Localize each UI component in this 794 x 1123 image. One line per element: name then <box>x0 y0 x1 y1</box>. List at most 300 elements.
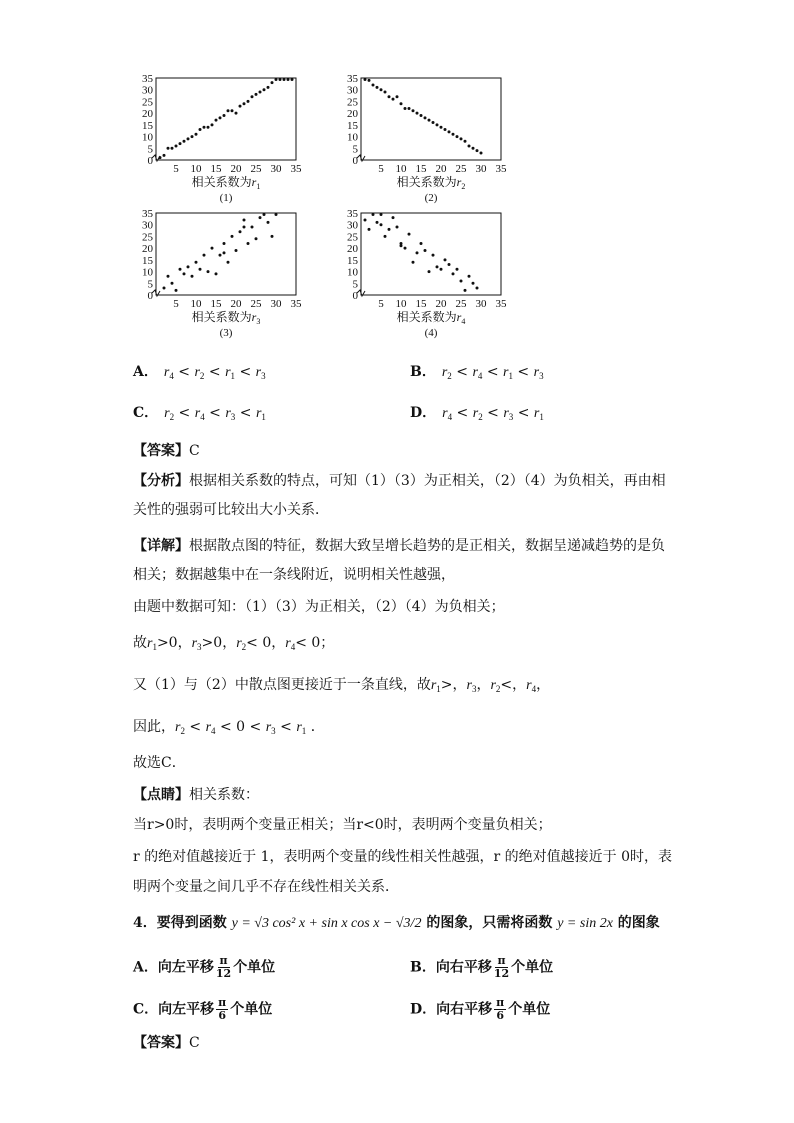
math-sub: 3 <box>539 371 544 381</box>
data-point <box>251 95 254 98</box>
q4-option-b: B．向右平移 $\frac{\pi}{12}$ 个单位 <box>410 954 554 980</box>
math-item <box>147 635 178 651</box>
data-point <box>392 98 395 101</box>
data-point <box>464 289 467 292</box>
data-point <box>263 88 266 91</box>
data-point <box>207 270 210 273</box>
analysis-line-1: 根据相关系数的特点，可知（1）（3）为正相关，（2）（4）为负相关，再由相 <box>189 473 666 489</box>
data-point <box>368 79 371 82</box>
plot-number: (2) <box>424 192 438 204</box>
data-point <box>255 237 258 240</box>
data-point <box>175 289 178 292</box>
q3-hence-line: 因此，$r_2 < r_4 < 0 < r_3 < r_1$ ． <box>133 719 325 736</box>
data-point <box>267 221 270 224</box>
q4-number: 4． <box>133 915 157 931</box>
math-op: < <box>173 364 195 380</box>
math-op: >0 <box>201 635 223 651</box>
y-tick-label: 0 <box>352 290 358 302</box>
q3-also-line: 又（1）与（2）中散点图更接近于一条直线，故$r_1>$，$r_3$，$r_2<$，$r_4$， <box>133 677 551 694</box>
x-tick-label: 20 <box>230 163 242 175</box>
q3-option-d-math <box>442 405 544 421</box>
scatter-plot-4 <box>335 205 515 345</box>
data-point <box>187 137 190 140</box>
data-point <box>408 107 411 110</box>
q4-stem: 4．要得到函数 y = √3 cos² x + sin x cos x − √3/2 的图象，只需将函数 y = sin 2x 的图象 <box>133 915 660 931</box>
answer-tag: 【答案】 <box>133 1035 189 1051</box>
fraction: $\frac{\pi}{12}$ <box>215 954 232 980</box>
x-tick-label: 35 <box>495 163 507 175</box>
x-tick-label: 15 <box>415 163 427 175</box>
y-tick-label: 10 <box>347 131 358 144</box>
x-tick-label: 15 <box>210 163 222 175</box>
data-point <box>480 151 483 154</box>
data-point <box>464 140 467 143</box>
data-point <box>380 223 383 226</box>
math-op: < <box>275 719 297 735</box>
q4-option-a: A．向左平移 $\frac{\pi}{12}$ 个单位 <box>133 954 276 980</box>
q3-option-d: D． $r_4 < r_2 < r_3 < r_1$ <box>410 405 544 422</box>
math-sub: 4 <box>290 642 296 652</box>
x-tick-label: 35 <box>290 163 302 175</box>
data-point <box>203 254 206 257</box>
data-point <box>191 135 194 138</box>
math-op: < <box>452 405 473 421</box>
math-var: r <box>472 406 479 421</box>
data-point <box>219 116 222 119</box>
math-op: < <box>482 405 504 421</box>
separator: ， <box>177 635 192 651</box>
data-point <box>372 213 375 216</box>
math-sub: 4 <box>169 371 174 381</box>
math-sub: 1 <box>508 371 513 381</box>
data-point <box>468 144 471 147</box>
math-item <box>236 635 271 651</box>
detail-line-1: 根据散点图的特征，数据大致呈增长趋势的是正相关，数据呈递减趋势的是负 <box>189 538 665 554</box>
x-axis-label-sub: 3 <box>256 317 261 326</box>
data-point <box>239 230 242 233</box>
data-point <box>291 78 294 81</box>
fraction: $\frac{\pi}{12}$ <box>493 954 510 980</box>
data-point <box>239 105 242 108</box>
math-item <box>192 635 223 651</box>
q4-option-c: C．向左平移 $\frac{\pi}{6}$ 个单位 <box>133 996 273 1022</box>
data-point <box>227 261 230 264</box>
math-op: ． <box>306 719 325 735</box>
x-tick-label: 15 <box>210 298 222 310</box>
data-point <box>199 128 202 131</box>
x-axis-label-prefix: 相关系数为 <box>191 175 252 189</box>
data-point <box>384 235 387 238</box>
x-axis-label <box>397 309 466 326</box>
y-tick-label: 35 <box>142 208 153 220</box>
data-point <box>460 137 463 140</box>
data-point <box>231 235 234 238</box>
fraction: $\frac{\pi}{6}$ <box>218 996 227 1022</box>
q3-so-line: 故$r_1>0$，$r_3>0$，$r_2< 0$，$r_4< 0$； <box>133 635 335 652</box>
math-op: < <box>204 405 226 421</box>
separator: ， <box>512 677 527 693</box>
data-point <box>452 133 455 136</box>
math-op: < <box>204 364 226 380</box>
y-tick-label: 25 <box>142 231 153 244</box>
data-point <box>211 247 214 250</box>
math-sub: 3 <box>230 412 236 422</box>
data-point <box>380 213 383 216</box>
scatter-plot-2-svg <box>335 70 515 210</box>
math-var: r <box>285 636 291 651</box>
math-var: r <box>466 678 472 693</box>
q3-option-a: A． $r_4 < r_2 < r_1 < r_3$ <box>133 364 266 381</box>
y-tick-label: 5 <box>147 143 153 156</box>
data-point <box>468 275 471 278</box>
separator: ， <box>271 635 286 651</box>
data-point <box>456 268 459 271</box>
math-var: r <box>236 636 242 651</box>
data-point <box>416 251 419 254</box>
math-var: r <box>225 365 231 380</box>
data-point <box>364 78 367 81</box>
data-point <box>400 244 403 247</box>
x-axis-label-sub: 1 <box>256 182 261 191</box>
separator: ， <box>476 677 491 693</box>
data-point <box>167 275 170 278</box>
plot-frame <box>156 213 296 295</box>
scatter-plot-1 <box>130 70 310 210</box>
x-axis-label-var: r <box>456 175 462 189</box>
math-item <box>467 677 477 693</box>
math-var: r <box>194 365 200 380</box>
math-op: < <box>513 405 534 421</box>
data-point <box>287 78 290 81</box>
x-tick-label: 20 <box>435 163 447 175</box>
data-point <box>400 102 403 105</box>
math-op: >0 <box>156 635 178 651</box>
q3-choose: 故选C． <box>133 755 186 771</box>
math-var: r <box>472 365 478 380</box>
data-point <box>175 144 178 147</box>
data-point <box>179 142 182 145</box>
hence-math <box>175 719 325 735</box>
math-sub: 2 <box>169 412 175 422</box>
data-point <box>440 268 443 271</box>
q3-option-b: B． $r_2 < r_4 < r_1 < r_3$ <box>410 364 544 381</box>
y-tick-label: 35 <box>142 73 153 85</box>
math-sub: 4 <box>200 412 205 422</box>
data-point <box>364 219 367 222</box>
x-axis-label-sub: 4 <box>461 317 466 326</box>
y-tick-label: 10 <box>142 131 153 144</box>
data-point <box>388 228 391 231</box>
math-op: < 0 <box>246 635 272 651</box>
math-var: r <box>430 678 437 693</box>
q3-answer <box>133 441 200 461</box>
x-axis-label-sub: 2 <box>461 182 466 191</box>
data-point <box>412 109 415 112</box>
data-point <box>195 133 198 136</box>
math-op: < <box>512 364 534 380</box>
scatter-plot-4-svg <box>335 205 515 345</box>
math-var: r <box>442 406 448 421</box>
y-tick-label: 30 <box>347 219 358 232</box>
math-sub: 2 <box>478 412 483 422</box>
y-tick-label: 15 <box>347 119 358 132</box>
x-tick-label: 10 <box>190 163 202 175</box>
data-point <box>159 156 162 159</box>
x-axis-label <box>192 309 261 326</box>
comment-tag: 【点睛】 <box>133 787 189 803</box>
y-tick-label: 10 <box>347 266 358 279</box>
math-var: r <box>255 365 262 380</box>
data-point <box>444 128 447 131</box>
y-tick-label: 25 <box>347 231 358 244</box>
plot-number: (1) <box>219 192 233 204</box>
comment-line-1: 当r>0时，表明两个变量正相关；当r<0时，表明两个变量负相关； <box>133 817 552 833</box>
q3-option-b-math <box>442 364 544 380</box>
y-tick-label: 30 <box>142 84 153 97</box>
y-tick-label: 25 <box>347 96 358 109</box>
data-point <box>376 221 379 224</box>
data-point <box>372 84 375 87</box>
data-point <box>211 123 214 126</box>
q3-detail-line-3: 由题中数据可知：（1）（3）为正相关，（2）（4）为负相关； <box>133 599 505 615</box>
math-op: < <box>235 364 256 380</box>
math-sub: 1 <box>230 371 236 381</box>
y-tick-label: 20 <box>347 243 358 256</box>
x-tick-label: 10 <box>190 298 202 310</box>
data-point <box>380 88 383 91</box>
x-tick-label: 15 <box>415 298 427 310</box>
math-sub: 3 <box>271 726 276 736</box>
y-tick-label: 10 <box>142 266 153 279</box>
math-op: < <box>184 719 206 735</box>
data-point <box>215 272 218 275</box>
math-sub: 1 <box>436 684 441 694</box>
comment-line-2: r 的绝对值越接近于 1，表明两个变量的线性相关性越强，r 的绝对值越接近于 0时，表 <box>133 849 672 865</box>
x-axis-label-prefix: 相关系数为 <box>396 310 457 324</box>
data-point <box>388 95 391 98</box>
x-tick-label: 5 <box>378 298 384 310</box>
q3-comment <box>133 785 259 805</box>
data-point <box>183 140 186 143</box>
data-point <box>420 114 423 117</box>
data-point <box>207 126 210 129</box>
separator: ， <box>222 635 237 651</box>
math-op: < <box>235 405 256 421</box>
x-axis-label-prefix: 相关系数为 <box>396 175 457 189</box>
x-tick-label: 30 <box>270 163 282 175</box>
q3-option-a-math <box>164 364 266 380</box>
data-point <box>223 242 226 245</box>
math-var: r <box>175 720 181 735</box>
math-sub: 3 <box>508 412 514 422</box>
y-tick-label: 0 <box>147 155 153 167</box>
math-sub: 3 <box>471 684 477 694</box>
data-point <box>279 78 282 81</box>
math-var: r <box>526 678 532 693</box>
q3-analysis-line-2: 关性的强弱可比较出大小关系． <box>133 502 329 518</box>
y-tick-label: 0 <box>352 155 358 167</box>
x-tick-label: 5 <box>173 298 179 310</box>
math-sub: 2 <box>180 726 185 736</box>
separator: ； <box>320 635 335 651</box>
plot-number: (4) <box>424 327 438 339</box>
math-var: r <box>225 406 231 421</box>
y-tick-label: 5 <box>352 143 358 156</box>
math-var: r <box>441 365 448 380</box>
data-point <box>203 126 206 129</box>
x-axis-label-var: r <box>251 175 257 189</box>
q3-detail-line-2: 相关；数据越集中在一条线附近，说明相关性越强， <box>133 567 455 583</box>
data-point <box>476 149 479 152</box>
data-point <box>271 81 274 84</box>
scatter-plot-1-svg <box>130 70 310 210</box>
y-tick-label: 20 <box>142 243 153 256</box>
x-axis-label <box>397 174 466 191</box>
math-sub: 1 <box>539 412 544 422</box>
data-point <box>275 213 278 216</box>
math-sub: 1 <box>301 726 307 736</box>
answer-value: C <box>189 1035 200 1051</box>
data-point <box>396 95 399 98</box>
data-point <box>223 114 226 117</box>
data-point <box>171 282 174 285</box>
data-point <box>456 135 459 138</box>
scatter-plot-2 <box>335 70 515 210</box>
x-axis-label-var: r <box>456 310 462 324</box>
q4-formula: y = √3 cos² x + sin x cos x − √3/2 <box>231 916 422 931</box>
data-point <box>187 265 190 268</box>
math-sub: 4 <box>477 371 483 381</box>
math-var: r <box>503 365 509 380</box>
x-tick-label: 5 <box>173 163 179 175</box>
data-point <box>448 130 451 133</box>
data-point <box>404 107 407 110</box>
data-point <box>259 91 262 94</box>
math-var: r <box>205 720 212 735</box>
data-point <box>428 270 431 273</box>
data-point <box>191 275 194 278</box>
data-point <box>247 242 250 245</box>
data-point <box>267 86 270 89</box>
data-point <box>368 228 371 231</box>
math-op: < 0 < <box>215 719 266 735</box>
data-point <box>235 249 238 252</box>
data-point <box>432 254 435 257</box>
data-point <box>416 112 419 115</box>
x-tick-label: 30 <box>475 298 487 310</box>
x-axis-label <box>192 174 261 191</box>
math-sub: 2 <box>241 642 247 652</box>
data-point <box>243 226 246 229</box>
math-op: < <box>500 677 513 693</box>
so-items <box>147 635 334 651</box>
data-point <box>243 219 246 222</box>
x-tick-label: 20 <box>435 298 447 310</box>
data-point <box>263 213 266 216</box>
x-tick-label: 25 <box>250 298 262 310</box>
data-point <box>163 286 166 289</box>
x-tick-label: 30 <box>270 298 282 310</box>
data-point <box>179 268 182 271</box>
math-var: r <box>194 406 201 421</box>
data-point <box>436 123 439 126</box>
detail-tag: 【详解】 <box>133 538 189 554</box>
data-point <box>235 112 238 115</box>
math-op: > <box>440 677 453 693</box>
data-point <box>376 86 379 89</box>
math-sub: 4 <box>211 726 216 736</box>
data-point <box>472 282 475 285</box>
data-point <box>259 216 262 219</box>
y-tick-label: 35 <box>347 73 358 85</box>
q3-option-c-math <box>164 405 266 421</box>
q3-detail <box>133 536 665 556</box>
comment-title: 相关系数： <box>189 787 259 803</box>
y-tick-label: 5 <box>352 278 358 291</box>
data-point <box>199 268 202 271</box>
data-point <box>195 261 198 264</box>
data-point <box>227 109 230 112</box>
q4-formula-2: y = sin 2x <box>557 916 613 931</box>
data-point <box>247 100 250 103</box>
separator: ， <box>536 677 551 693</box>
data-point <box>183 272 186 275</box>
math-sub: 2 <box>199 371 205 381</box>
data-point <box>408 233 411 236</box>
math-var: r <box>490 678 496 693</box>
math-op: < <box>451 364 473 380</box>
math-op: < 0 <box>295 635 321 651</box>
math-op: < <box>174 405 195 421</box>
y-tick-label: 5 <box>147 278 153 291</box>
math-var: r <box>147 636 153 651</box>
data-point <box>167 147 170 150</box>
math-var: r <box>533 365 540 380</box>
x-tick-label: 30 <box>475 163 487 175</box>
math-sub: 2 <box>447 371 452 381</box>
x-tick-label: 25 <box>455 298 467 310</box>
math-var: r <box>265 720 272 735</box>
data-point <box>255 93 258 96</box>
data-point <box>472 147 475 150</box>
data-point <box>215 119 218 122</box>
y-tick-label: 15 <box>142 254 153 267</box>
plot-frame <box>156 78 296 160</box>
math-sub: 1 <box>152 642 157 652</box>
answer-tag: 【答案】 <box>133 443 189 459</box>
x-tick-label: 25 <box>455 163 467 175</box>
math-item <box>490 677 512 693</box>
math-sub: 4 <box>531 684 537 694</box>
y-tick-label: 30 <box>347 84 358 97</box>
math-var: r <box>163 365 170 380</box>
q4-option-d: D．向右平移 $\frac{\pi}{6}$ 个单位 <box>410 996 551 1022</box>
data-point <box>436 265 439 268</box>
data-point <box>432 121 435 124</box>
data-point <box>448 263 451 266</box>
y-tick-label: 15 <box>142 119 153 132</box>
math-var: r <box>503 406 509 421</box>
data-point <box>396 226 399 229</box>
math-sub: 3 <box>261 371 266 381</box>
x-axis-label-var: r <box>251 310 257 324</box>
data-point <box>392 216 395 219</box>
math-var: r <box>164 406 170 421</box>
x-tick-label: 35 <box>495 298 507 310</box>
math-var: r <box>191 636 198 651</box>
data-point <box>163 154 166 157</box>
data-point <box>404 247 407 250</box>
